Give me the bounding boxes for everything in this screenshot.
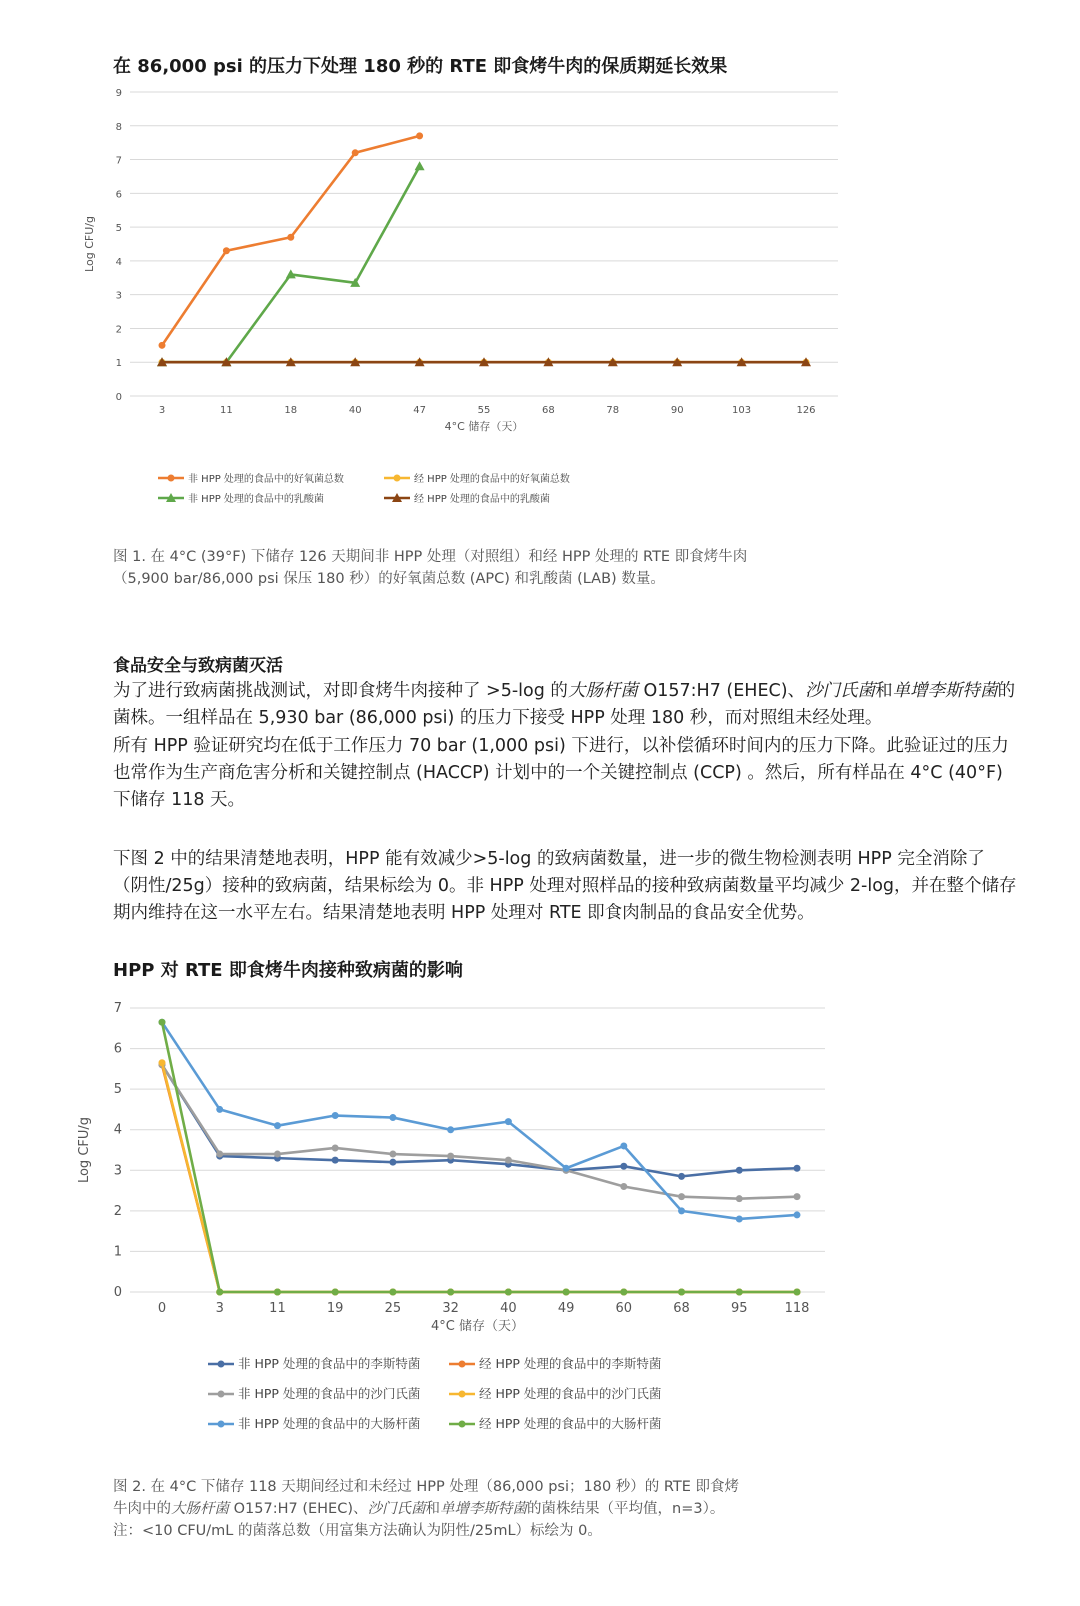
chart1-y-tick-label: 6 — [115, 189, 122, 201]
chart1-legend-label: 非 HPP 处理的食品中的好氧菌总数 — [188, 474, 344, 485]
chart1-y-tick-label: 3 — [115, 290, 122, 302]
chart2-data-point — [274, 1289, 281, 1296]
chart2-data-point — [389, 1114, 396, 1121]
chart1-x-tick-label: 68 — [542, 405, 555, 416]
chart2-x-tick-label: 60 — [615, 1301, 633, 1316]
chart2-data-point — [274, 1151, 281, 1158]
chart2-data-point — [736, 1195, 743, 1202]
chart2-legend-label: 非 HPP 处理的食品中的李斯特菌 — [238, 1356, 421, 1371]
chart2-data-point — [794, 1211, 801, 1218]
p1-ecoli: 大肠杆菌 — [567, 681, 638, 701]
chart1-x-axis-label: 4°C 储存（天） — [444, 420, 524, 433]
chart2-data-point — [505, 1157, 512, 1164]
chart2-data-point — [389, 1289, 396, 1296]
chart2-y-tick-label: 5 — [113, 1082, 122, 1098]
section-heading: 食品安全与致病菌灭活 — [113, 656, 283, 676]
chart2-data-point — [563, 1289, 570, 1296]
chart1-data-point — [159, 342, 166, 349]
p1-text-e: 和 — [875, 681, 893, 701]
chart1-x-tick-label: 103 — [732, 405, 752, 416]
chart2-x-tick-label: 68 — [673, 1301, 690, 1316]
chart1-y-tick-label: 1 — [115, 358, 122, 370]
chart1-legend-marker — [394, 475, 401, 482]
chart2-data-point — [447, 1289, 454, 1296]
p1-text-c: O157:H7 (EHEC)、 — [637, 681, 806, 701]
cap2-text-a: 牛肉中的 — [113, 1501, 171, 1517]
cap2-text-e: 和 — [425, 1501, 440, 1517]
chart2-data-point — [678, 1173, 685, 1180]
chart1-x-tick-label: 78 — [606, 405, 620, 416]
chart2-data-point — [216, 1289, 223, 1296]
chart2-y-axis-label: Log CFU/g — [77, 1116, 92, 1184]
chart1-data-point — [415, 161, 425, 170]
chart1-data-point — [223, 247, 230, 254]
chart2-x-tick-label: 25 — [384, 1301, 402, 1316]
cap2-text-c: O157:H7 (EHEC)、 — [229, 1501, 368, 1517]
chart2-data-point — [678, 1289, 685, 1296]
chart2-data-point — [447, 1126, 454, 1133]
chart2-data-point — [389, 1159, 396, 1166]
paragraph-2: 所有 HPP 验证研究均在低于工作压力 70 bar (1,000 psi) 下进行，以补偿循环时间内的压力下降。此验证过的压力也常作为生产商危害分析和关键控制点 (HACCP) 计划中的一个关键控制点 (CCP) 。然后，所有样品在 4°C (40°F) 下储存 118 天。 — [113, 736, 1009, 810]
chart2-legend-label: 经 HPP 处理的食品中的沙门氏菌 — [479, 1386, 662, 1401]
chart1-y-tick-label: 9 — [115, 88, 122, 99]
chart2-data-point — [794, 1193, 801, 1200]
chart2-data-point — [620, 1142, 627, 1149]
chart2-data-point — [736, 1167, 743, 1174]
chart2-legend-marker — [459, 1391, 466, 1398]
cap2-text-g: 的菌株结果（平均值，n=3）。 — [527, 1501, 725, 1517]
chart1-series-line-2 — [162, 166, 420, 362]
chart1-x-tick-label: 126 — [796, 405, 816, 416]
chart2-legend-marker — [218, 1391, 225, 1398]
figure1-caption — [113, 546, 943, 590]
chart1-y-tick-label: 7 — [115, 155, 122, 167]
chart2-legend-marker — [218, 1421, 225, 1428]
chart2-data-point — [389, 1151, 396, 1158]
chart1-y-tick-label: 0 — [115, 392, 122, 403]
chart2-legend-label: 经 HPP 处理的食品中的李斯特菌 — [479, 1356, 662, 1371]
chart2-data-point — [620, 1183, 627, 1190]
chart1-title: 在 86,000 psi 的压力下处理 180 秒的 RTE 即食烤牛肉的保质期延长效果 — [113, 56, 728, 77]
figure2-caption — [113, 1476, 943, 1542]
chart2-data-point — [794, 1165, 801, 1172]
chart1-y-tick-label: 8 — [115, 121, 122, 133]
chart1-y-tick-label: 5 — [115, 223, 122, 235]
chart2-series-line-4 — [162, 1022, 797, 1219]
chart2-x-tick-label: 32 — [442, 1301, 459, 1316]
chart2-data-point — [447, 1153, 454, 1160]
p1-salmonella: 沙门氏菌 — [805, 681, 876, 701]
chart2-x-tick-label: 0 — [157, 1301, 167, 1316]
chart2-data-point — [505, 1118, 512, 1125]
chart2-legend-label: 非 HPP 处理的食品中的沙门氏菌 — [238, 1386, 421, 1401]
chart2-data-point — [332, 1157, 339, 1164]
chart1-legend-label: 经 HPP 处理的食品中的好氧菌总数 — [414, 474, 570, 485]
chart2-data-point — [332, 1144, 339, 1151]
chart2-x-tick-label: 11 — [269, 1301, 286, 1316]
chart2-data-point — [794, 1289, 801, 1296]
chart2-data-point — [620, 1163, 627, 1170]
p1-text-a: 为了进行致病菌挑战测试，对即食烤牛肉接种了 >5-log 的 — [113, 681, 568, 701]
chart2-data-point — [620, 1289, 627, 1296]
cap2-ecoli: 大肠杆菌 — [171, 1501, 229, 1517]
figure2-caption-line3: 注：<10 CFU/mL 的菌落总数（用富集方法确认为阴性/25mL）标绘为 0。 — [113, 1523, 602, 1539]
chart2-data-point — [159, 1019, 166, 1026]
chart2-data-point — [678, 1193, 685, 1200]
chart1-legend-label: 经 HPP 处理的食品中的乳酸菌 — [414, 494, 550, 505]
chart1-x-tick-label: 3 — [158, 405, 166, 416]
chart2-legend-marker — [459, 1421, 466, 1428]
chart2-data-point — [216, 1151, 223, 1158]
chart2-y-tick-label: 7 — [113, 1001, 122, 1016]
chart1-y-tick-label: 2 — [115, 324, 122, 336]
chart2-data-point — [332, 1289, 339, 1296]
chart2-series-line-2 — [162, 1065, 797, 1199]
chart2-series-line-1 — [162, 1065, 797, 1292]
chart2-data-point — [678, 1207, 685, 1214]
chart1-legend-marker — [168, 475, 175, 482]
chart2-legend-marker — [459, 1361, 466, 1368]
chart1-x-tick-label: 40 — [348, 405, 362, 416]
paragraph-3: 下图 2 中的结果清楚地表明，HPP 能有效减少>5-log 的致病菌数量，进一步的微生物检测表明 HPP 完全消除了（阴性/25g）接种的致病菌，结果标绘为 0。非 HPP 处理对照样品的接种致病菌数量平均减少 2-log，并在整个储存期内维持在这一水平左右。结果清楚地表明 HPP 处理对 RTE 即食肉制品的食品安全优势。 — [113, 849, 1017, 923]
chart1-y-axis-label: Log CFU/g — [83, 216, 96, 272]
chart2-x-tick-label: 95 — [730, 1301, 748, 1316]
chart2-y-tick-label: 3 — [113, 1163, 122, 1179]
chart1-x-tick-label: 11 — [220, 405, 233, 416]
chart1-x-tick-label: 90 — [670, 405, 684, 416]
cap2-listeria: 单增李斯特菌 — [440, 1501, 527, 1517]
chart2-title: HPP 对 RTE 即食烤牛肉接种致病菌的影响 — [113, 960, 463, 981]
chart1-x-tick-label: 47 — [413, 405, 426, 416]
figure1-caption-line2: （5,900 bar/86,000 psi 保压 180 秒）的好氧菌总数 (APC) 和乳酸菌 (LAB) 数量。 — [113, 571, 665, 587]
chart1-x-tick-label: 55 — [477, 405, 491, 416]
chart1-svg — [0, 80, 1080, 520]
cap2-salmonella: 沙门氏菌 — [367, 1501, 426, 1517]
chart2-y-tick-label: 1 — [113, 1244, 122, 1260]
chart2-y-tick-label: 6 — [113, 1041, 122, 1057]
chart2-data-point — [216, 1106, 223, 1113]
paragraph-1 — [113, 678, 1018, 732]
chart2-y-tick-label: 2 — [113, 1203, 122, 1219]
chart2-y-tick-label: 4 — [113, 1122, 122, 1138]
chart2-data-point — [563, 1165, 570, 1172]
chart2-x-tick-label: 49 — [557, 1301, 575, 1316]
chart2-data-point — [274, 1122, 281, 1129]
chart2-legend-label: 经 HPP 处理的食品中的大肠杆菌 — [479, 1416, 662, 1431]
chart1-data-point — [416, 132, 423, 139]
chart2-series-line-3 — [162, 1063, 797, 1292]
chart2-x-tick-label: 118 — [784, 1301, 810, 1316]
chart2-data-point — [332, 1112, 339, 1119]
chart1-x-tick-label: 18 — [284, 405, 298, 416]
chart1-y-tick-label: 4 — [115, 256, 122, 268]
chart2-x-tick-label: 40 — [500, 1301, 517, 1316]
chart2-x-tick-label: 19 — [326, 1301, 344, 1316]
chart2-legend-label: 非 HPP 处理的食品中的大肠杆菌 — [238, 1416, 421, 1431]
chart1-legend-label: 非 HPP 处理的食品中的乳酸菌 — [188, 494, 324, 505]
p1-listeria: 单增李斯特菌 — [892, 681, 998, 701]
chart1-data-point — [287, 234, 294, 241]
chart2-data-point — [159, 1059, 166, 1066]
figure1-caption-line1: 图 1. 在 4°C (39°F) 下储存 126 天期间非 HPP 处理（对照组）和经 HPP 处理的 RTE 即食烤牛肉 — [113, 549, 748, 565]
chart2-legend-marker — [218, 1361, 225, 1368]
chart2-data-point — [505, 1289, 512, 1296]
chart2-data-point — [736, 1215, 743, 1222]
p1-text-g: 的菌株。一组样品在 5,930 bar (86,000 psi) 的压力下接受 HPP 处理 180 秒，而对照组未经处理。 — [113, 681, 1016, 728]
figure2-caption-line1: 图 2. 在 4°C 下储存 118 天期间经过和未经过 HPP 处理（86,000 psi；180 秒）的 RTE 即食烤 — [113, 1479, 740, 1495]
chart2-svg — [0, 990, 1080, 1460]
chart2-x-tick-label: 3 — [215, 1301, 224, 1316]
chart2-data-point — [736, 1289, 743, 1296]
chart1-data-point — [352, 149, 359, 156]
chart2-x-axis-label: 4°C 储存（天） — [431, 1319, 524, 1334]
figure2-caption-line2 — [113, 1498, 943, 1520]
chart2-y-tick-label: 0 — [113, 1285, 122, 1300]
